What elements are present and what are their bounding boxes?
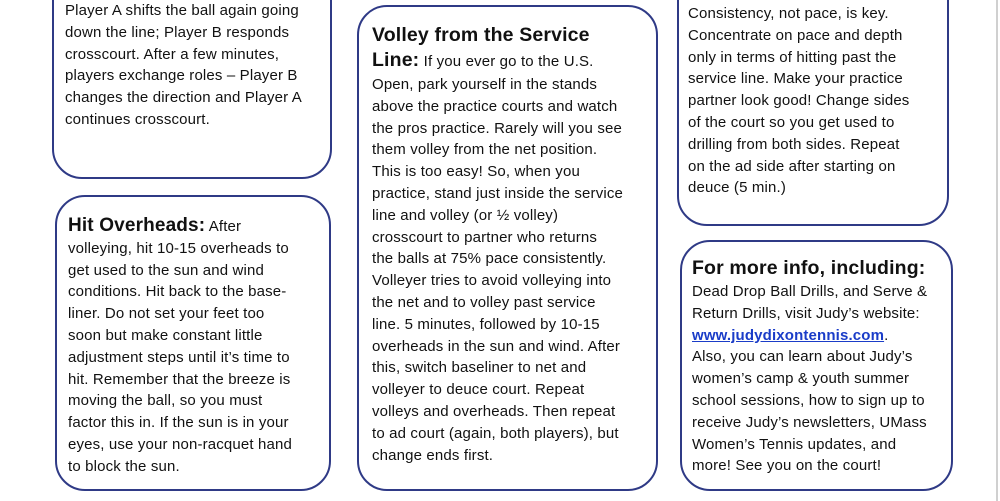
text-line: overheads in the sun and wind. After <box>372 337 621 355</box>
text-line: adjustment steps until it’s time to <box>68 348 290 366</box>
text-line: Return Drills, visit Judy’s website: <box>692 304 920 322</box>
consistency-text <box>688 3 909 199</box>
text-line: factor this in. If the sun is in your <box>68 414 289 432</box>
volley-service-line-text <box>372 22 623 466</box>
text-line: deuce (5 min.) <box>688 179 786 197</box>
text-line: drilling from both sides. Repeat <box>688 135 900 153</box>
text-line: practice, stand just inside the service <box>372 184 623 202</box>
text-line: on the ad side after starting on <box>688 157 896 175</box>
hit-overheads-heading: Hit Overheads: <box>68 215 206 236</box>
text-line: the balls at 75% pace consistently. <box>372 250 607 268</box>
text-line: moving the ball, so you must <box>68 392 263 410</box>
text-line: soon but make constant little <box>68 326 263 344</box>
text-line: After <box>208 218 242 235</box>
text-line: changes the direction and Player A <box>65 89 302 107</box>
text-line: liner. Do not set your feet too <box>68 305 265 323</box>
hit-overheads-text <box>68 215 292 478</box>
text-line: partner look good! Change sides <box>688 92 910 110</box>
text-line: line and volley (or ½ volley) <box>372 206 559 224</box>
text-line: eyes, use your non-racquet hand <box>68 435 292 453</box>
text-line: Concentrate on pace and depth <box>688 26 903 44</box>
text-line: school sessions, how to sign up to <box>692 391 925 409</box>
more-info-text <box>692 255 927 477</box>
text-line: only in terms of hitting past the <box>688 48 897 66</box>
text-line: to ad court (again, both players), but <box>372 424 619 442</box>
text-line: the pros practice. Rarely will you see <box>372 119 622 137</box>
text-line: Also, you can learn about Judy’s <box>692 348 913 366</box>
text-line: crosscourt. After a few minutes, <box>65 45 280 63</box>
text-line: Consistency, not pace, is key. <box>688 5 889 22</box>
page-edge-divider <box>996 0 998 501</box>
text-line: this, switch baseliner to net and <box>372 359 587 377</box>
text-line: This is too easy! So, when you <box>372 163 580 181</box>
link-suffix: . <box>884 326 889 344</box>
crosscourt-drill-text <box>65 0 302 131</box>
volley-heading: Volley from the Service <box>372 24 590 46</box>
text-line: volleying, hit 10-15 overheads to <box>68 239 289 257</box>
text-line: to block the sun. <box>68 457 180 475</box>
text-line: volleys and overheads. Then repeat <box>372 402 616 420</box>
text-line: Open, park yourself in the stands <box>372 76 598 93</box>
text-line: above the practice courts and watch <box>372 97 618 115</box>
text-line: them volley from the net position. <box>372 141 598 159</box>
text-line: conditions. Hit back to the base- <box>68 283 287 301</box>
text-line: more! See you on the court! <box>692 457 882 475</box>
text-line: If you ever go to the U.S. <box>423 53 594 70</box>
text-line: crosscourt to partner who returns <box>372 228 598 246</box>
text-line: receive Judy’s newsletters, UMass <box>692 413 927 431</box>
more-info-heading: For more info, including: <box>692 257 926 279</box>
text-line: change ends first. <box>372 446 494 464</box>
text-line: service line. Make your practice <box>688 70 903 88</box>
website-link[interactable]: www.judydixontennis.com <box>692 326 885 344</box>
text-line: women’s camp & youth summer <box>692 370 910 388</box>
text-line: Volleyer tries to avoid volleying into <box>372 272 612 290</box>
text-line: of the court so you get used to <box>688 113 895 131</box>
text-line: line. 5 minutes, followed by 10-15 <box>372 315 600 333</box>
text-line: continues crosscourt. <box>65 110 210 128</box>
text-line: Women’s Tennis updates, and <box>692 435 897 453</box>
text-line: hit. Remember that the breeze is <box>68 370 291 388</box>
text-line: Player A shifts the ball again going <box>65 2 299 19</box>
text-line: the net and to volley past service <box>372 293 596 311</box>
text-line: volleyer to deuce court. Repeat <box>372 381 585 399</box>
text-line: Dead Drop Ball Drills, and Serve & <box>692 283 928 300</box>
text-line: down the line; Player B responds <box>65 23 290 41</box>
text-line: get used to the sun and wind <box>68 261 265 279</box>
text-line: players exchange roles – Player B <box>65 67 298 85</box>
volley-heading-line2: Line: <box>372 49 420 71</box>
